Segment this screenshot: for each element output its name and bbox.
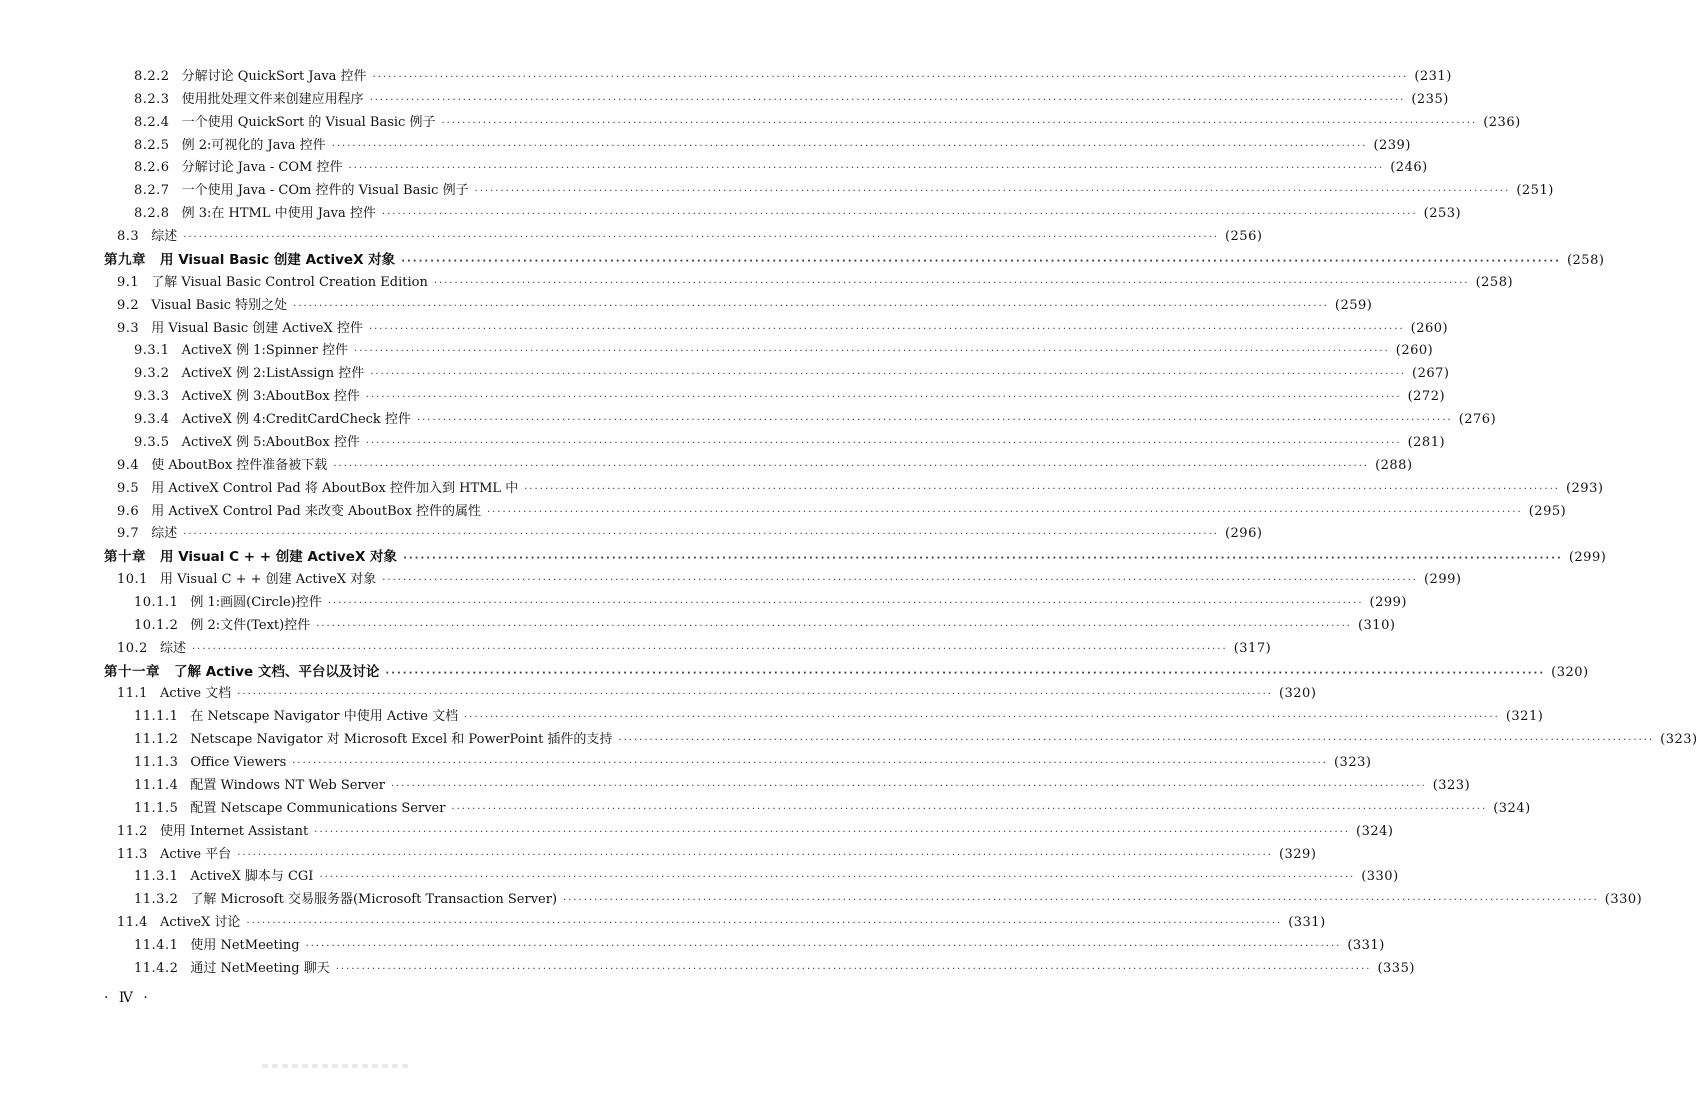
toc-dot-leader: ········································································································································································································ <box>327 598 1364 609</box>
toc-entry-title: 分解讨论 Java - COM 控件 <box>181 160 343 175</box>
toc-entry-page: (321) <box>1505 709 1544 724</box>
toc-entry-page: (281) <box>1407 435 1446 450</box>
toc-entry-number: 9.3.5 <box>134 435 170 450</box>
toc-entry-page: (299) <box>1568 550 1607 565</box>
toc-entry <box>134 112 1521 134</box>
toc-entry-title: ActiveX 脚本与 CGI <box>190 869 314 884</box>
toc-entry-page: (288) <box>1375 458 1413 473</box>
toc-entry-page: (310) <box>1357 618 1396 633</box>
toc-entry-number: 9.3.4 <box>134 412 170 427</box>
toc-entry-number: 8.2.2 <box>134 69 170 84</box>
toc-entry-number: 11.3.2 <box>134 892 179 907</box>
toc-entry <box>134 180 1554 202</box>
toc-entry <box>117 272 1514 294</box>
toc-entry <box>117 912 1326 934</box>
toc-entry-page: (258) <box>1566 253 1605 268</box>
toc-dot-leader: ········································································································································································································ <box>618 735 1655 746</box>
toc-entry-title: 配置 Windows NT Web Server <box>190 778 385 793</box>
toc-chapter-entry <box>104 546 1607 568</box>
toc-entry-title: ActiveX 例 5:AboutBox 控件 <box>181 435 360 450</box>
toc-dot-leader: ········································································································································································································ <box>524 484 1560 495</box>
toc-dot-leader: ········································································································································································································ <box>382 575 1418 586</box>
toc-dot-leader: ········································································································································································································ <box>390 781 1427 792</box>
toc-entry <box>134 386 1446 408</box>
toc-entry-page: (258) <box>1475 275 1514 290</box>
toc-entry-page: (253) <box>1423 206 1462 221</box>
toc-entry-page: (246) <box>1390 160 1428 175</box>
toc-entry-page: (267) <box>1412 366 1450 381</box>
toc-entry <box>117 821 1394 843</box>
toc-entry <box>134 706 1544 728</box>
toc-dot-leader: ········································································································································································································ <box>183 232 1219 243</box>
toc-entry <box>134 409 1497 431</box>
toc-entry-title: 综述 <box>151 526 178 541</box>
toc-entry <box>134 798 1531 820</box>
toc-dot-leader: ········································································································································································································ <box>372 72 1409 83</box>
toc-entry <box>134 157 1428 179</box>
toc-entry-title: 一个使用 Java - COm 控件的 Visual Basic 例子 <box>181 183 469 198</box>
toc-entry-title: Netscape Navigator 对 Microsoft Excel 和 PowerPoint 插件的支持 <box>190 732 613 747</box>
toc-entry-page: (256) <box>1224 229 1263 244</box>
toc-entry-title: 通过 NetMeeting 聊天 <box>190 961 330 976</box>
toc-entry-title: 综述 <box>159 641 186 656</box>
toc-entry <box>117 844 1317 866</box>
toc-entry <box>134 958 1415 980</box>
toc-entry-title: 用 Visual Basic 创建 ActiveX 控件 <box>151 321 363 336</box>
toc-entry-number: 第九章 <box>104 252 146 268</box>
toc-dot-leader: ········································································································································································································ <box>316 621 1352 632</box>
toc-entry <box>117 638 1272 660</box>
toc-dot-leader: ········································································································································································································ <box>369 95 1406 106</box>
toc-entry-title: 一个使用 QuickSort 的 Visual Basic 例子 <box>181 115 436 130</box>
toc-dot-leader: ········································································································································································································ <box>314 827 1351 838</box>
toc-entry-page: (329) <box>1278 847 1317 862</box>
toc-entry-number: 10.1.1 <box>134 595 179 610</box>
toc-entry <box>117 478 1604 500</box>
toc-dot-leader: ········································································································································································································ <box>293 301 1329 312</box>
toc-dot-leader: ········································································································································································································ <box>365 392 1402 403</box>
toc-entry-page: (276) <box>1458 412 1497 427</box>
toc-entry-number: 第十章 <box>104 549 146 565</box>
toc-dot-leader: ········································································································································································································ <box>348 163 1385 174</box>
toc-entry-page: (320) <box>1551 665 1589 680</box>
toc-entry-title: 分解讨论 QuickSort Java 控件 <box>181 69 367 84</box>
toc-dot-leader: ········································································································································································································ <box>246 918 1283 929</box>
toc-entry <box>117 295 1373 317</box>
toc-entry-page: (335) <box>1377 961 1415 976</box>
toc-entry-page: (293) <box>1565 481 1604 496</box>
toc-dot-leader: ········································································································································································································ <box>401 256 1561 267</box>
toc-entry <box>134 340 1434 362</box>
toc-entry-title: 在 Netscape Navigator 中使用 Active 文档 <box>190 709 459 724</box>
toc-entry-number: 9.2 <box>117 298 140 313</box>
toc-entry-title: Active 平台 <box>159 847 232 862</box>
toc-entry <box>117 569 1462 591</box>
toc-dot-leader: ········································································································································································································ <box>365 438 1402 449</box>
toc-dot-leader: ········································································································································································································ <box>183 529 1219 540</box>
toc-entry <box>134 729 1698 751</box>
toc-entry <box>117 523 1263 545</box>
toc-entry-number: 11.3 <box>117 847 148 862</box>
toc-entry-title: ActiveX 讨论 <box>159 915 241 930</box>
toc-entry-title: 用 ActiveX Control Pad 将 AboutBox 控件加入到 HTML 中 <box>151 481 519 496</box>
toc-entry-title: 例 3:在 HTML 中使用 Java 控件 <box>181 206 376 221</box>
toc-entry <box>134 89 1449 111</box>
toc-entry-title: Active 文档 <box>159 686 232 701</box>
toc-entry-title: Office Viewers <box>190 755 287 770</box>
toc-entry-title: 例 2:可视化的 Java 控件 <box>181 138 326 153</box>
toc-entry-number: 10.2 <box>117 641 148 656</box>
toc-entry-title: 用 Visual C + + 创建 ActiveX 对象 <box>160 549 398 565</box>
toc-dot-leader: ········································································································································································································ <box>381 209 1418 220</box>
toc-dot-leader: ········································································································································································································ <box>331 141 1368 152</box>
toc-entry-number: 11.4.2 <box>134 961 179 976</box>
toc-entry-page: (323) <box>1432 778 1471 793</box>
toc-entry-title: ActiveX 例 3:AboutBox 控件 <box>181 389 360 404</box>
toc-entry-page: (323) <box>1660 732 1698 747</box>
toc-entry <box>134 203 1462 225</box>
toc-entry-number: 11.4.1 <box>134 938 179 953</box>
toc-entry-page: (296) <box>1224 526 1263 541</box>
toc-entry-title: 使用批处理文件来创建应用程序 <box>181 92 364 107</box>
toc-dot-leader: ········································································································································································································ <box>451 804 1488 815</box>
toc-entry <box>134 752 1372 774</box>
toc-entry-title: 配置 Netscape Communications Server <box>190 801 446 816</box>
toc-entry-page: (239) <box>1373 138 1411 153</box>
toc-dot-leader: ········································································································································································································ <box>237 850 1273 861</box>
toc-entry-number: 11.4 <box>117 915 148 930</box>
toc-entry-page: (320) <box>1278 686 1317 701</box>
toc-dot-leader: ········································································································································································································ <box>464 712 1500 723</box>
toc-dot-leader: ········································································································································································································ <box>333 461 1370 472</box>
toc-entry-number: 11.1.5 <box>134 801 179 816</box>
toc-entry <box>134 432 1446 454</box>
toc-entry <box>117 501 1567 523</box>
toc-entry <box>134 135 1411 157</box>
toc-entry-title: 了解 Active 文档、平台以及讨论 <box>174 664 380 680</box>
toc-entry-number: 8.3 <box>117 229 140 244</box>
toc-dot-leader: ········································································································································································································ <box>403 553 1563 564</box>
toc-dot-leader: ········································································································································································································ <box>385 668 1546 679</box>
toc-entry-number: 9.1 <box>117 275 140 290</box>
toc-entry-number: 11.1.1 <box>134 709 179 724</box>
toc-dot-leader: ········································································································································································································ <box>191 644 1228 655</box>
toc-dot-leader: ········································································································································································································ <box>305 941 1342 952</box>
toc-dot-leader: ········································································································································································································ <box>563 895 1599 906</box>
toc-entry-page: (259) <box>1334 298 1373 313</box>
scan-smudge <box>262 1064 408 1068</box>
toc-entry-title: 用 Visual Basic 创建 ActiveX 对象 <box>160 252 396 268</box>
toc-entry-number: 10.1 <box>117 572 148 587</box>
toc-dot-leader: ········································································································································································································ <box>474 186 1511 197</box>
toc-dot-leader: ········································································································································································································ <box>292 758 1328 769</box>
toc-dot-leader: ········································································································································································································ <box>237 689 1273 700</box>
toc-entry-number: 8.2.6 <box>134 160 170 175</box>
toc-entry-page: (317) <box>1233 641 1272 656</box>
toc-entry-page: (331) <box>1347 938 1385 953</box>
toc-dot-leader: ········································································································································································································ <box>416 415 1453 426</box>
toc-entry <box>134 935 1385 957</box>
toc-entry-number: 9.3 <box>117 321 140 336</box>
toc-entry-number: 9.3.2 <box>134 366 170 381</box>
toc-entry <box>134 66 1452 88</box>
toc-dot-leader: ········································································································································································································ <box>486 507 1523 518</box>
toc-entry-page: (231) <box>1414 69 1452 84</box>
toc-entry-title: Visual Basic 特别之处 <box>151 298 288 313</box>
toc-entry <box>134 866 1399 888</box>
toc-entry <box>134 775 1471 797</box>
toc-entry <box>117 455 1413 477</box>
toc-entry-title: 了解 Visual Basic Control Creation Edition <box>151 275 428 290</box>
toc-entry-number: 8.2.5 <box>134 138 170 153</box>
toc-entry-number: 9.5 <box>117 481 140 496</box>
toc-entry <box>117 683 1317 705</box>
toc-entry-title: 使用 Internet Assistant <box>159 824 309 839</box>
toc-entry-number: 8.2.4 <box>134 115 170 130</box>
toc-dot-leader: ········································································································································································································ <box>441 118 1478 129</box>
toc-entry-page: (295) <box>1528 504 1567 519</box>
toc-entry-number: 9.4 <box>117 458 140 473</box>
toc-entry-number: 11.2 <box>117 824 148 839</box>
toc-entry <box>134 615 1396 637</box>
toc-entry-number: 9.7 <box>117 526 140 541</box>
toc-entry-page: (299) <box>1423 572 1462 587</box>
toc-entry-number: 8.2.3 <box>134 92 170 107</box>
toc-entry-page: (235) <box>1411 92 1449 107</box>
toc-entry-title: 例 1:画圆(Circle)控件 <box>190 595 322 610</box>
toc-entry <box>117 318 1449 340</box>
toc-entry-page: (236) <box>1483 115 1521 130</box>
toc-chapter-entry <box>104 249 1605 271</box>
toc-entry <box>134 889 1643 911</box>
toc-entry-title: ActiveX 例 1:Spinner 控件 <box>181 343 349 358</box>
toc-entry <box>134 363 1450 385</box>
toc-dot-leader: ········································································································································································································ <box>368 324 1405 335</box>
toc-entry-number: 11.1.4 <box>134 778 179 793</box>
toc-entry-title: 用 Visual C + + 创建 ActiveX 对象 <box>159 572 377 587</box>
toc-entry-title: 例 2:文件(Text)控件 <box>190 618 311 633</box>
toc-entry-number: 10.1.2 <box>134 618 179 633</box>
toc-entry-page: (272) <box>1407 389 1446 404</box>
toc-entry-page: (260) <box>1410 321 1449 336</box>
toc-entry-number: 11.1.2 <box>134 732 179 747</box>
toc-entry-number: 9.3.3 <box>134 389 170 404</box>
toc-entry-title: 使用 NetMeeting <box>190 938 300 953</box>
toc-entry-number: 第十一章 <box>104 664 160 680</box>
toc-entry <box>117 226 1263 248</box>
toc-entry-page: (330) <box>1361 869 1399 884</box>
toc-dot-leader: ········································································································································································································ <box>335 964 1372 975</box>
toc-entry-page: (260) <box>1395 343 1434 358</box>
toc-entry-page: (324) <box>1356 824 1394 839</box>
toc-entry-number: 11.1 <box>117 686 148 701</box>
toc-entry-page: (330) <box>1604 892 1643 907</box>
toc-dot-leader: ········································································································································································································ <box>354 346 1390 357</box>
toc-chapter-entry <box>104 661 1589 683</box>
toc-entry-title: 使 AboutBox 控件准备被下载 <box>151 458 328 473</box>
toc-entry-number: 11.3.1 <box>134 869 179 884</box>
toc-entry-page: (324) <box>1493 801 1531 816</box>
toc-entry-title: ActiveX 例 4:CreditCardCheck 控件 <box>181 412 411 427</box>
toc-dot-leader: ········································································································································································································ <box>370 369 1406 380</box>
page-number-footer: · Ⅳ · <box>104 990 151 1006</box>
toc-entry-number: 8.2.8 <box>134 206 170 221</box>
toc-entry-page: (251) <box>1516 183 1554 198</box>
toc-entry-title: 了解 Microsoft 交易服务器(Microsoft Transaction Server) <box>190 892 558 907</box>
toc-entry-number: 8.2.7 <box>134 183 170 198</box>
toc-entry-number: 9.6 <box>117 504 140 519</box>
toc-dot-leader: ········································································································································································································ <box>433 278 1470 289</box>
toc-entry-title: ActiveX 例 2:ListAssign 控件 <box>181 366 365 381</box>
toc-entry-number: 11.1.3 <box>134 755 179 770</box>
toc-dot-leader: ········································································································································································································ <box>319 872 1356 883</box>
toc-entry-page: (299) <box>1369 595 1407 610</box>
toc-entry-page: (323) <box>1333 755 1372 770</box>
toc-entry-title: 综述 <box>151 229 178 244</box>
toc-entry <box>134 592 1407 614</box>
toc-entry-number: 9.3.1 <box>134 343 170 358</box>
toc-entry-page: (331) <box>1288 915 1326 930</box>
toc-entry-title: 用 ActiveX Control Pad 来改变 AboutBox 控件的属性 <box>151 504 481 519</box>
